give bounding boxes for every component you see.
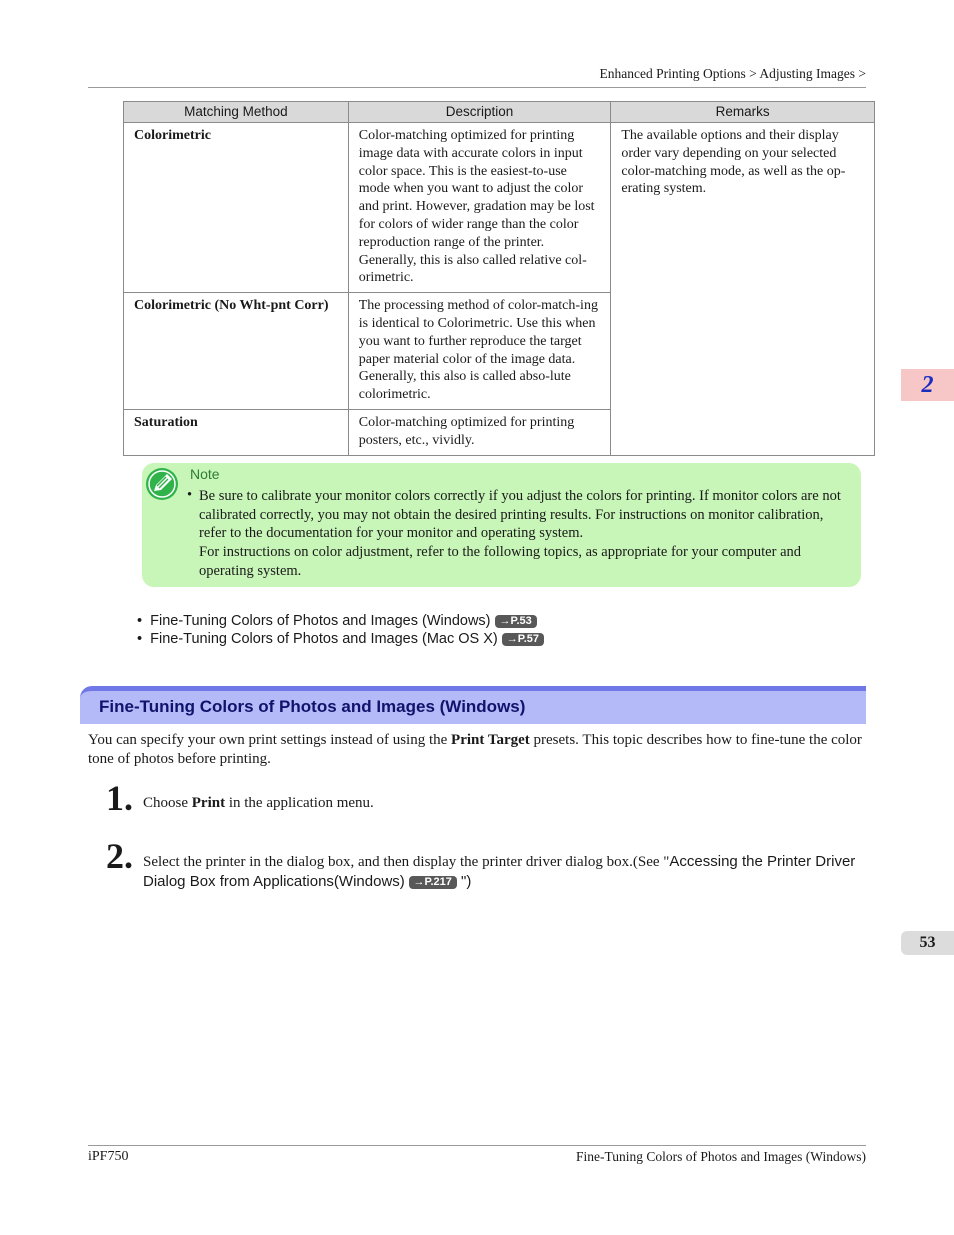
list-item: [137, 613, 537, 629]
note-paragraph: Be sure to calibrate your monitor colors correctly if you adjust the colors for printing. If monitor colors are not calibrated correctly, you may not obtain the desired printing results. For instructions on monitor calibration, refer to the documentation for your monitor and operating system.: [199, 488, 841, 542]
chapter-tab[interactable]: 2: [901, 369, 954, 401]
step-text: [143, 794, 863, 813]
description-cell: Color-matching optimized for printing posters, etc., vividly.: [348, 409, 611, 455]
method-cell: Saturation: [124, 409, 349, 455]
step-text: [143, 852, 863, 892]
list-bullet: •: [137, 631, 143, 647]
link-windows[interactable]: Fine-Tuning Colors of Photos and Images (Windows): [150, 613, 491, 629]
page-number-tab: 53: [901, 931, 954, 955]
page-ref-link[interactable]: →P.217: [409, 876, 457, 889]
step-number: 1.: [106, 778, 133, 818]
method-cell: Colorimetric (No Wht-pnt Corr): [124, 293, 349, 410]
description-cell: Color-matching optimized for printing image data with accurate colors in input color space. This is the easiest-to-use mode when you want to adjust the color and print. However, gradation may be lost for colors of wider range than the color reproduction range of the printer. Generally, this is also called relative col-orimetric.: [348, 123, 611, 293]
intro-text: You can specify your own print settings instead of using the: [88, 732, 452, 748]
table-header-row: [124, 102, 875, 123]
link-mac[interactable]: Fine-Tuning Colors of Photos and Images (Mac OS X): [150, 631, 498, 647]
footer-model: iPF750: [88, 1149, 129, 1164]
driver-dialog-link[interactable]: Accessing the Printer Driver Dialog Box from Applications(Windows): [143, 853, 856, 890]
table-row: [124, 123, 875, 293]
note-bullet: •: [187, 487, 193, 503]
method-cell: Colorimetric: [124, 123, 349, 293]
column-header-method: Matching Method: [124, 102, 349, 123]
note-title: Note: [190, 466, 220, 482]
step-text-part: Choose: [143, 795, 192, 811]
pencil-note-icon: [145, 467, 179, 501]
intro-bold: Print Target: [451, 732, 530, 748]
page-ref-link[interactable]: →P.57: [502, 633, 544, 646]
step-text-part: Select the printer in the dialog box, and then display the printer driver dialog box.(See ": [143, 854, 670, 870]
description-cell: The processing method of color-match-ing is identical to Colorimetric. Use this when you want to further reproduce the target paper material color of the image data. Generally, this also is called abso-lute colorimetric.: [348, 293, 611, 410]
list-bullet: •: [137, 613, 143, 629]
note-text: [199, 487, 854, 581]
remarks-cell: The available options and their display order vary depending on your selected color-matching mode, as well as the op-erating system.: [611, 123, 875, 456]
matching-method-table: [123, 101, 875, 456]
list-item: [137, 631, 544, 647]
header-divider: [88, 87, 866, 88]
step-number: 2.: [106, 836, 133, 876]
section-intro: [88, 731, 868, 769]
page-ref-link[interactable]: →P.53: [495, 615, 537, 628]
step-bold: Print: [191, 795, 226, 811]
footer-topic: Fine-Tuning Colors of Photos and Images (Windows): [576, 1149, 866, 1164]
intro-text: presets. This topic describes how to fine-tune the color tone of photos before printing.: [88, 732, 862, 767]
footer-divider: [88, 1145, 866, 1146]
step-text-part: in the application menu.: [225, 795, 374, 811]
header-breadcrumb: Enhanced Printing Options > Adjusting Images >: [599, 66, 866, 81]
column-header-description: Description: [348, 102, 611, 123]
step-text-part: "): [456, 873, 472, 890]
note-paragraph: For instructions on color adjustment, refer to the following topics, as appropriate for your computer and operating system.: [199, 544, 802, 579]
section-title: Fine-Tuning Colors of Photos and Images (Windows): [99, 697, 526, 716]
column-header-remarks: Remarks: [611, 102, 875, 123]
